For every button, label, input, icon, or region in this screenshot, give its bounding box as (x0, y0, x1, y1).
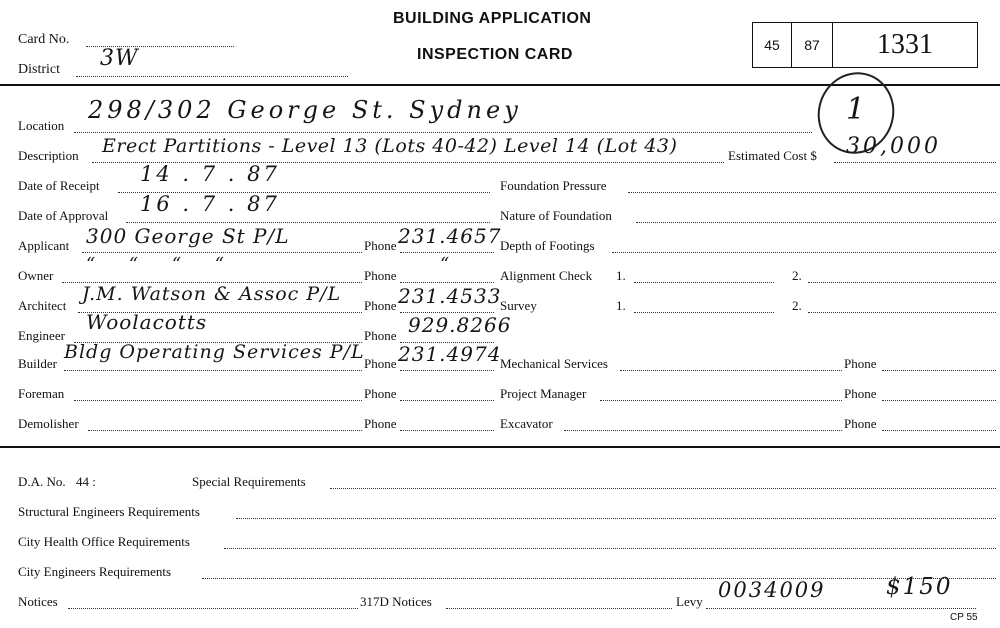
builder-phone-line (400, 370, 494, 371)
owner-label: Owner (18, 268, 54, 283)
applicant-value: 300 George St P/L (86, 224, 290, 248)
demolisher-phone-line (400, 430, 494, 431)
demolisher-line (88, 430, 362, 431)
description-value: Erect Partitions - Level 13 (Lots 40-42) Level 14 (Lot 43) (102, 135, 678, 157)
foreman-line (74, 400, 362, 401)
builder-line (64, 370, 362, 371)
builder-phone-value: 231.4974 (398, 342, 502, 366)
foreman-phone-label: Phone (364, 386, 397, 401)
structural-requirements-line (236, 518, 996, 519)
city-engineers-label: City Engineers Requirements (18, 564, 172, 579)
survey-2-line (808, 312, 996, 313)
engineer-phone-label: Phone (364, 328, 397, 343)
builder-value: Bldg Operating Services P/L (64, 341, 365, 363)
excavator-line (564, 430, 842, 431)
city-engineers-line (202, 578, 996, 579)
notices-317d-label: 317D Notices (360, 594, 432, 609)
applicant-label: Applicant (18, 238, 70, 253)
nature-of-foundation-line (636, 222, 996, 223)
description-label: Description (18, 148, 79, 163)
architect-label: Architect (18, 298, 67, 313)
mechanical-phone-label: Phone (844, 356, 877, 371)
engineer-value: Woolacotts (86, 310, 208, 334)
box-cell-a: 45 (753, 23, 792, 67)
alignment-check-1: 1. (616, 268, 626, 283)
da-no-value: 44 : (76, 474, 96, 489)
approval-line (126, 222, 490, 223)
section-rule (0, 446, 1000, 448)
owner-phone-value: “ (440, 254, 451, 275)
health-requirements-label: City Health Office Requirements (18, 534, 190, 549)
foreman-label: Foreman (18, 386, 65, 401)
engineer-phone-value: 929.8266 (408, 313, 512, 337)
receipt-label: Date of Receipt (18, 178, 100, 193)
health-requirements-line (224, 548, 996, 549)
receipt-value: 14 . 7 . 87 (140, 162, 280, 186)
levy-number: 0034009 (718, 578, 826, 602)
approval-label: Date of Approval (18, 208, 109, 223)
form-code: CP 55 (950, 612, 978, 623)
district-line (76, 76, 348, 77)
estimated-cost-line (834, 162, 996, 163)
project-manager-phone-label: Phone (844, 386, 877, 401)
owner-value: “ “ “ “ (86, 254, 238, 275)
foundation-pressure-line (628, 192, 996, 193)
notices-label: Notices (18, 594, 58, 609)
survey-2: 2. (792, 298, 802, 313)
applicant-line (82, 252, 362, 253)
mechanical-services-label: Mechanical Services (500, 356, 608, 371)
card-number-box (752, 22, 978, 68)
circled-number: 1 (846, 92, 867, 127)
box-cell-b: 87 (792, 23, 833, 67)
project-manager-phone-line (882, 400, 996, 401)
owner-phone-line (400, 282, 494, 283)
location-value: 298/302 George St. Sydney (88, 96, 522, 124)
survey-1: 1. (616, 298, 626, 313)
applicant-phone-label: Phone (364, 238, 397, 253)
card-no-label: Card No. (18, 32, 70, 47)
demolisher-phone-label: Phone (364, 416, 397, 431)
demolisher-label: Demolisher (18, 416, 79, 431)
levy-amount: $150 (886, 574, 953, 600)
builder-label: Builder (18, 356, 57, 371)
notices-317d-line (446, 608, 672, 609)
alignment-check-1-line (634, 282, 774, 283)
alignment-check-2: 2. (792, 268, 802, 283)
mechanical-phone-line (882, 370, 996, 371)
architect-value: J.M. Watson & Assoc P/L (82, 283, 342, 305)
alignment-check-2-line (808, 282, 996, 283)
da-no-label: D.A. No. (18, 474, 66, 489)
card-number: 1331 (877, 29, 933, 60)
form-title: BUILDING APPLICATION (393, 10, 592, 27)
project-manager-line (600, 400, 842, 401)
mechanical-services-line (620, 370, 842, 371)
nature-of-foundation-label: Nature of Foundation (500, 208, 612, 223)
applicant-phone-value: 231.4657 (398, 224, 502, 248)
engineer-label: Engineer (18, 328, 65, 343)
special-requirements-label: Special Requirements (192, 474, 306, 489)
depth-of-footings-label: Depth of Footings (500, 238, 595, 253)
depth-of-footings-line (612, 252, 996, 253)
excavator-label: Excavator (500, 416, 553, 431)
excavator-phone-label: Phone (844, 416, 877, 431)
foundation-pressure-label: Foundation Pressure (500, 178, 607, 193)
form-subtitle: INSPECTION CARD (417, 46, 573, 63)
alignment-check-label: Alignment Check (500, 268, 593, 283)
owner-phone-label: Phone (364, 268, 397, 283)
excavator-phone-line (882, 430, 996, 431)
builder-phone-label: Phone (364, 356, 397, 371)
survey-label: Survey (500, 298, 537, 313)
structural-requirements-label: Structural Engineers Requirements (18, 504, 200, 519)
notices-line (68, 608, 358, 609)
estimated-cost-value: 30,000 (846, 134, 941, 159)
district-value: 3W (100, 46, 139, 71)
architect-phone-value: 231.4533 (398, 284, 502, 308)
applicant-phone-line (400, 252, 494, 253)
project-manager-label: Project Manager (500, 386, 587, 401)
location-label: Location (18, 118, 65, 133)
foreman-phone-line (400, 400, 494, 401)
special-requirements-line (330, 488, 996, 489)
survey-1-line (634, 312, 774, 313)
levy-line (706, 608, 976, 609)
approval-value: 16 . 7 . 87 (140, 192, 280, 216)
architect-phone-label: Phone (364, 298, 397, 313)
estimated-cost-label: Estimated Cost $ (728, 148, 817, 163)
district-label: District (18, 62, 60, 77)
levy-label: Levy (676, 594, 703, 609)
location-line (74, 132, 812, 133)
